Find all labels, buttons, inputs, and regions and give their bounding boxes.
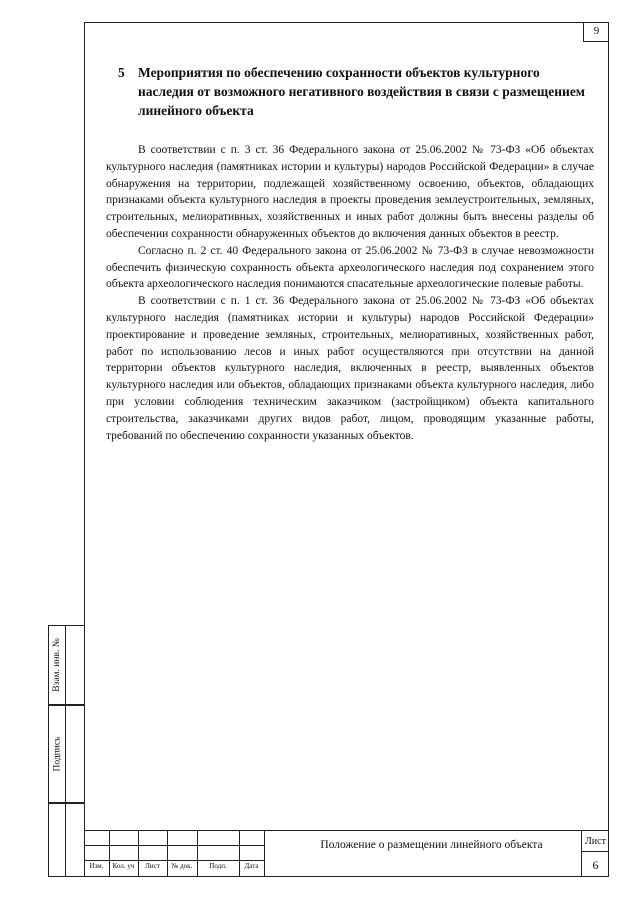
side-label-signature: Подпись: [52, 736, 63, 772]
body-text: [106, 142, 594, 444]
section-heading: [118, 63, 588, 120]
stamp-col-list: Лист: [145, 862, 160, 870]
paragraph: В соответствии с п. 1 ст. 36 Федерального закона от 25.06.2002 № 73-ФЗ «Об объектах культурного наследия (памятниках истории и культуры) народов Российской Федерации» проектирование и проведение земляных, строительных, мелиоративных, хозяйственных работ, работ по использованию лесов и иных работ осуществляются при отсутствии на данной территории объектов культурного наследия, включенных в реестр, выявленных объектов культурного наследия или объектов, обладающих признаками объекта культурного наследия, либо при условии соблюдения техническим заказчиком (застройщиком) объекта капитального строительства, заказчиками других видов работ, лицом, проводящим указанные работы, требований по обеспечению сохранности указанных объектов.: [106, 295, 594, 442]
section-number: 5: [118, 65, 125, 80]
stamp-col-kol: Кол. уч: [112, 862, 135, 870]
side-field-signature: [48, 705, 84, 803]
paragraph: Согласно п. 2 ст. 40 Федерального закона от 25.06.2002 № 73-ФЗ в случае невозможности обеспечить физическую сохранность объекта археологического наследия под сохранением этого объекта археологического наследия понимаются спасательные археологические полевые работы.: [106, 244, 594, 291]
side-label-inventory: Взам. инв. №: [52, 638, 63, 692]
stamp-col-izm: Изм.: [89, 862, 104, 870]
stamp-title: Положение о размещении линейного объекта: [320, 839, 543, 851]
stamp-col-sign: Подп.: [209, 862, 227, 870]
stamp-col-date: Дата: [244, 862, 259, 870]
stamp-sheet-number: 6: [592, 858, 599, 872]
title-block: [84, 830, 609, 877]
stamp-col-doc: № док.: [171, 862, 193, 870]
side-field-inventory: [48, 625, 84, 705]
page-number-top: 9: [583, 22, 609, 42]
section-title: Мероприятия по обеспечению сохранности объектов культурного наследия от возможного негативного воздействия в связи с размещением линейного объекта: [138, 65, 586, 118]
stamp-sheet-label: Лист: [585, 836, 606, 847]
paragraph: В соответствии с п. 3 ст. 36 Федерального закона от 25.06.2002 № 73-ФЗ «Об объектах культурного наследия (памятниках истории и культуры) народов Российской Федерации» в случае обнаружения на территории, подлежащей хозяйственному освоению, объектов, обладающих признаками объекта культурного наследия в проекты проведения землеустроительных, земляных, строительных, мелиоративных, хозяйственных и иных работ должны быть внесены разделы об обеспечении сохранности обнаруженных объектов до включения данных объектов в реестр.: [106, 144, 594, 240]
side-field-blank: [48, 803, 84, 877]
